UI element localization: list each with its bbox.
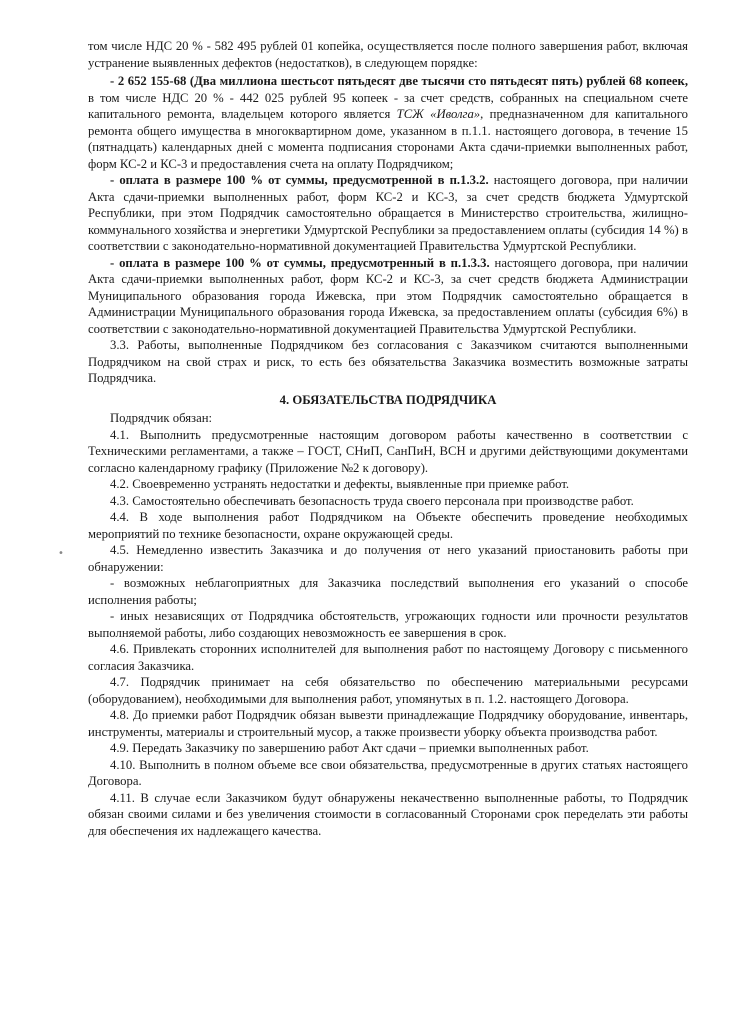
payment-clause-2 [88, 172, 688, 255]
clause-4-11: 4.11. В случае если Заказчиком будут обнаружены некачественно выполненные работы, то Подрядчик обязан своими силами и без увеличения стоимости в согласованный Сторонами срок переделать эти работы для обеспечения их надлежащего качества. [88, 790, 688, 838]
payment-amount-words: (Два миллиона шестьсот пятьдесят две тысячи сто пятьдесят пять) рублей 68 копеек, [189, 74, 688, 88]
owner-name: ТСЖ «Иволга» [396, 107, 481, 121]
intro-paragraph: том числе НДС 20 % - 582 495 рублей 01 копейка, осуществляется после полного завершения работ, включая устранение выявленных дефектов (недостатков), в следующем порядке: [88, 39, 688, 70]
payment-clause-3 [88, 255, 688, 338]
clause-3-3: 3.3. Работы, выполненные Подрядчиком без согласования с Заказчиком считаются выполненными Подрядчиком на свой страх и риск, то есть без обязательства Заказчика возместить возможные затраты Подрядчика. [88, 338, 688, 385]
clause-4-7: 4.7. Подрядчик принимает на себя обязательство по обеспечению материальными ресурсами (оборудованием), необходимыми для выполнения работ, упомянутых в п. 1.2. настоящего Договора. [88, 675, 688, 706]
clause-4-3: 4.3. Самостоятельно обеспечивать безопасность труда своего персонала при производстве работ. [110, 493, 634, 508]
clause-4-8: 4.8. До приемки работ Подрядчик обязан вывезти принадлежащие Подрядчику оборудование, инвентарь, инструменты, материалы и строительный мусор, а также произвести уборку объекта производства работ. [88, 708, 688, 739]
payment3-text: настоящего договора, при наличии Акта сдачи-приемки выполненных работ, форм КС-2 и КС-3, за счет средств бюджета Администрации Муниципального образования города Ижевска, при этом Подрядчик самостоятельно обращается в Администрации Муниципального образования города Ижевска, за предоставлением оплаты (субсидия 6%) в соответствии с законодательно-нормативной документацией Правительства Удмуртской Республики. [88, 255, 689, 336]
payment2-text: настоящего договора, при наличии Акта сдачи-приемки выполненных работ, форм КС-2 и КС-3, за счет средств бюджета Удмуртской Республики, при этом Подрядчик самостоятельно обращается в Министерство строительства, жилищно-коммунального хозяйства и энергетики Удмуртской Республики за предоставлением оплаты (субсидия 14 %) в соответствии с законодательно-нормативной документацией Правительства Удмуртской Республики. [88, 173, 688, 253]
clause-4-2: 4.2. Своевременно устранять недостатки и дефекты, выявленные при приемке работ. [110, 477, 570, 491]
payment-amount: - 2 652 155-68 [110, 74, 187, 88]
clause-4-5-b: - иных независящих от Подрядчика обстоятельств, угрожающих годности или прочности результатов выполняемой работы, либо создающих невозможность ее завершения в срок. [88, 609, 688, 640]
payment-text-a: в том числе НДС 20 % - 442 025 рублей 95 копеек - за счет средств, собранных на специальном счете капитального ремонта, владельцем которого является [88, 90, 688, 121]
clause-4-4: 4.4. В ходе выполнения работ Подрядчиком на Объекте обеспечить проведение необходимых мероприятий по технике безопасности, охране окружающей среды. [88, 510, 688, 541]
payment3-bold: - оплата в размере 100 % от суммы, предусмотренный в п.1.3.3. [110, 255, 490, 270]
scan-mark: • [58, 548, 64, 559]
payment2-bold: - оплата в размере 100 % от суммы, предусмотренной в п.1.3.2. [110, 173, 489, 187]
clause-4-5: 4.5. Немедленно известить Заказчика и до получения от него указаний приостановить работы при обнаружении: [88, 543, 688, 574]
clause-4-10: 4.10. Выполнить в полном объеме все свои обязательства, предусмотренные в других статьях настоящего Договора. [88, 757, 688, 788]
clause-4-6: 4.6. Привлекать сторонних исполнителей для выполнения работ по настоящему Договору с письменного согласия Заказчика. [88, 642, 688, 673]
section-4-lead: Подрядчик обязан: [110, 411, 213, 425]
section-4-title: 4. ОБЯЗАТЕЛЬСТВА ПОДРЯДЧИКА [279, 392, 497, 407]
payment-text-b: , предназначенном для капитального ремонта общего имущества в многоквартирном доме, указанном в п.1.1. настоящего договора, в течение 15 (пятнадцать) календарных дней с момента подписания сторонами Акта сдачи-приемки выполненных работ, форм КС-2 и КС-3 и предоставления счета на оплату Подрядчиком; [88, 107, 689, 171]
clause-4-1: 4.1. Выполнить предусмотренные настоящим договором работы качественно в соответствии с Техническими регламентами, а также – ГОСТ, СНиП, СанПиН, ВСН и другими действующими документами согласно календарному графику (Приложение №2 к договору). [88, 427, 688, 475]
clause-4-9: 4.9. Передать Заказчику по завершению работ Акт сдачи – приемки выполненных работ. [110, 741, 589, 755]
clause-4-5-a: - возможных неблагоприятных для Заказчика последствий выполнения его указаний о способе исполнения работы; [88, 576, 688, 607]
payment-clause-1 [88, 73, 688, 172]
